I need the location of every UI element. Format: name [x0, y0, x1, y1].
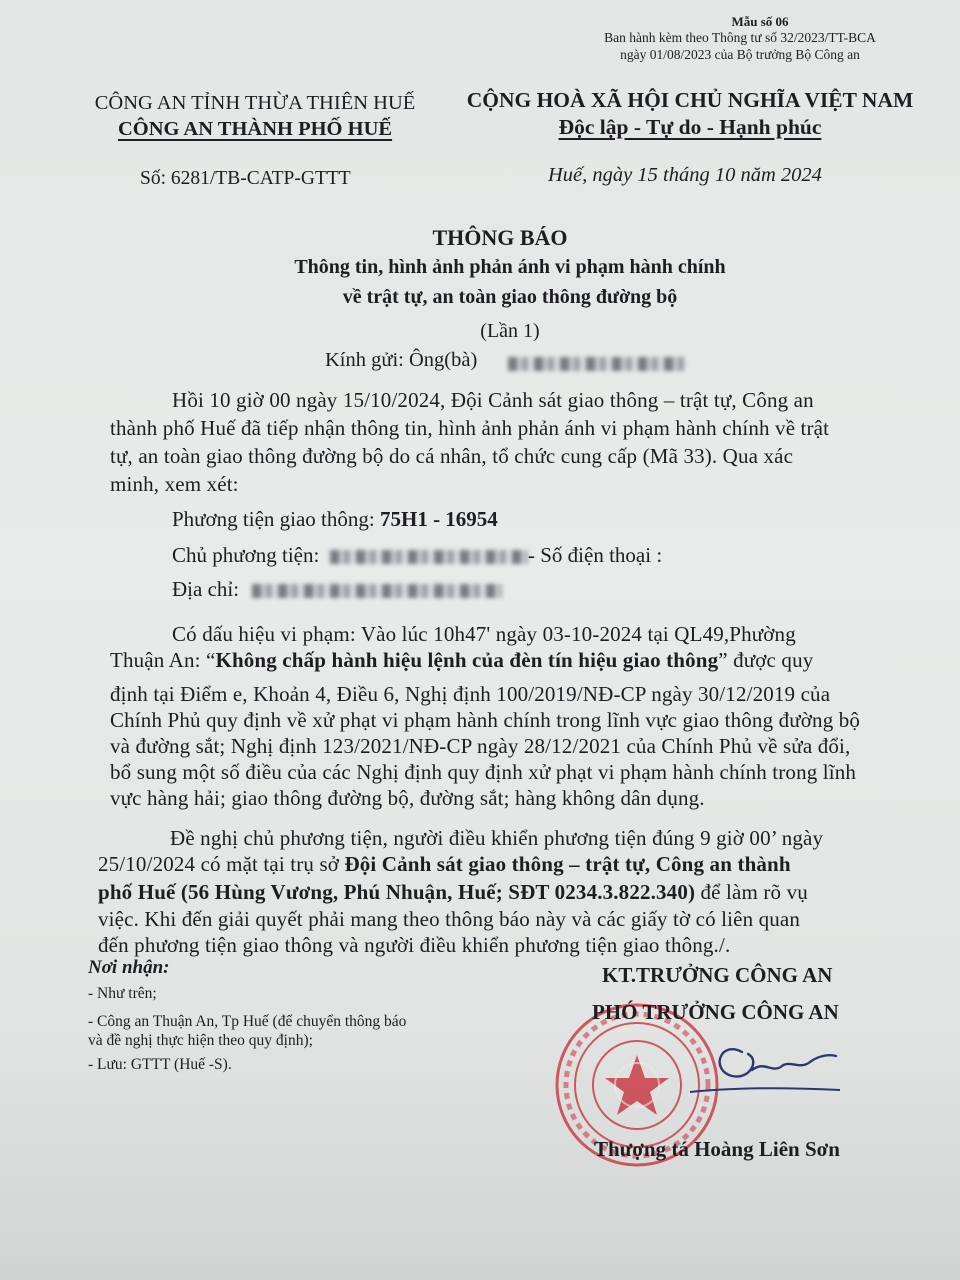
redacted-owner-name	[330, 550, 528, 564]
violation-description: Không chấp hành hiệu lệnh của đèn tín hiệu giao thông	[215, 648, 719, 672]
request-line-3: phố Huế (56 Hùng Vương, Phú Nhuận, Huế; SĐT 0234.3.822.340) để làm rõ vụ	[98, 880, 808, 904]
owner-label: Chủ phương tiện:	[172, 543, 320, 567]
request-line-4: việc. Khi đến giải quyết phải mang theo thông báo này và các giấy tờ có liên quan	[98, 907, 801, 931]
document-subtitle-1: Thông tin, hình ảnh phản ánh vi phạm hành chính	[294, 256, 726, 278]
violation-line-2: Thuận An: “Không chấp hành hiệu lệnh của đèn tín hiệu giao thông” được quy	[110, 648, 814, 672]
request-line-2: 25/10/2024 có mặt tại trụ sở Đội Cảnh sát giao thông – trật tự, Công an thành	[98, 852, 791, 876]
intro-line-4: minh, xem xét:	[110, 472, 239, 496]
vehicle-label: Phương tiện giao thông:	[172, 507, 380, 531]
national-motto: Độc lập - Tự do - Hạnh phúc	[558, 115, 822, 139]
violation-line-3: định tại Điểm e, Khoản 4, Điều 6, Nghị định 100/2019/NĐ-CP ngày 30/12/2019 của	[110, 682, 831, 706]
signature-title-1: KT.TRƯỞNG CÔNG AN	[602, 963, 833, 987]
document-date: Huế, ngày 15 tháng 10 năm 2024	[548, 164, 822, 186]
signature-title-2: PHÓ TRƯỞNG CÔNG AN	[592, 1000, 839, 1024]
recipient-item: - Như trên;	[88, 985, 157, 1002]
form-reference-line-2: ngày 01/08/2023 của Bộ trưởng Bộ Công an	[620, 47, 860, 62]
recipient-item: - Lưu: GTTT (Huế -S).	[88, 1056, 232, 1073]
form-number: Mẫu số 06	[731, 14, 789, 29]
recipients-heading: Nơi nhận:	[88, 957, 170, 978]
form-reference-line-1: Ban hành kèm theo Thông tư số 32/2023/TT-BCA	[604, 30, 876, 45]
signer-name: Thượng tá Hoàng Liên Sơn	[594, 1137, 840, 1161]
station-address: phố Huế (56 Hùng Vương, Phú Nhuận, Huế; SĐT 0234.3.822.340)	[98, 880, 696, 904]
document-number: Số: 6281/TB-CATP-GTTT	[140, 168, 351, 189]
vehicle-plate: 75H1 - 16954	[379, 507, 498, 531]
intro-line-3: tự, an toàn giao thông đường bộ do cá nhân, tổ chức cung cấp (Mã 33). Qua xác	[110, 444, 794, 468]
violation-line-7: vực hàng hải; giao thông đường bộ, đường sắt; hàng không dân dụng.	[110, 786, 705, 810]
recipient-label: Kính gửi: Ông(bà)	[325, 349, 478, 371]
recipient-item: và đề nghị thực hiện theo quy định);	[88, 1032, 313, 1049]
agency-line-1: CÔNG AN TỈNH THỪA THIÊN HUẾ	[94, 92, 416, 114]
national-title: CỘNG HOÀ XÃ HỘI CHỦ NGHĨA VIỆT NAM	[466, 88, 914, 112]
vehicle-field	[172, 507, 498, 532]
address-label: Địa chỉ:	[172, 577, 240, 601]
violation-line-5: và đường sắt; Nghị định 123/2021/NĐ-CP ngày 28/12/2021 của Chính Phủ về sửa đổi,	[110, 734, 851, 758]
occurrence-number: (Lần 1)	[480, 320, 540, 342]
intro-line-1: Hồi 10 giờ 00 ngày 15/10/2024, Đội Cảnh sát giao thông – trật tự, Công an	[172, 388, 814, 412]
request-line-1: Đề nghị chủ phương tiện, người điều khiển phương tiện đúng 9 giờ 00’ ngày	[170, 826, 824, 850]
handwritten-signature	[690, 1030, 840, 1110]
violation-line-4: Chính Phủ quy định về xử phạt vi phạm hành chính trong lĩnh vực giao thông đường bộ	[110, 708, 861, 732]
violation-line-6: bổ sung một số điều của các Nghị định quy định xử phạt vi phạm hành chính trong lĩnh	[110, 760, 857, 784]
recipient-item: - Công an Thuận An, Tp Huế (để chuyển thông báo	[88, 1013, 407, 1030]
intro-line-2: thành phố Huế đã tiếp nhận thông tin, hình ảnh phản ánh vi phạm hành chính về trật	[110, 416, 830, 440]
phone-label: - Số điện thoại :	[528, 543, 663, 567]
redacted-address	[252, 584, 502, 598]
document-subtitle-2: về trật tự, an toàn giao thông đường bộ	[342, 286, 678, 308]
violation-line-1: Có dấu hiệu vi phạm: Vào lúc 10h47' ngày 03-10-2024 tại QL49,Phường	[172, 622, 796, 646]
agency-line-2: CÔNG AN THÀNH PHỐ HUẾ	[117, 118, 393, 140]
document-title: THÔNG BÁO	[432, 225, 568, 250]
redacted-recipient-name	[508, 357, 686, 371]
request-line-5: đến phương tiện giao thông và người điều khiển phương tiện giao thông./.	[98, 933, 731, 957]
